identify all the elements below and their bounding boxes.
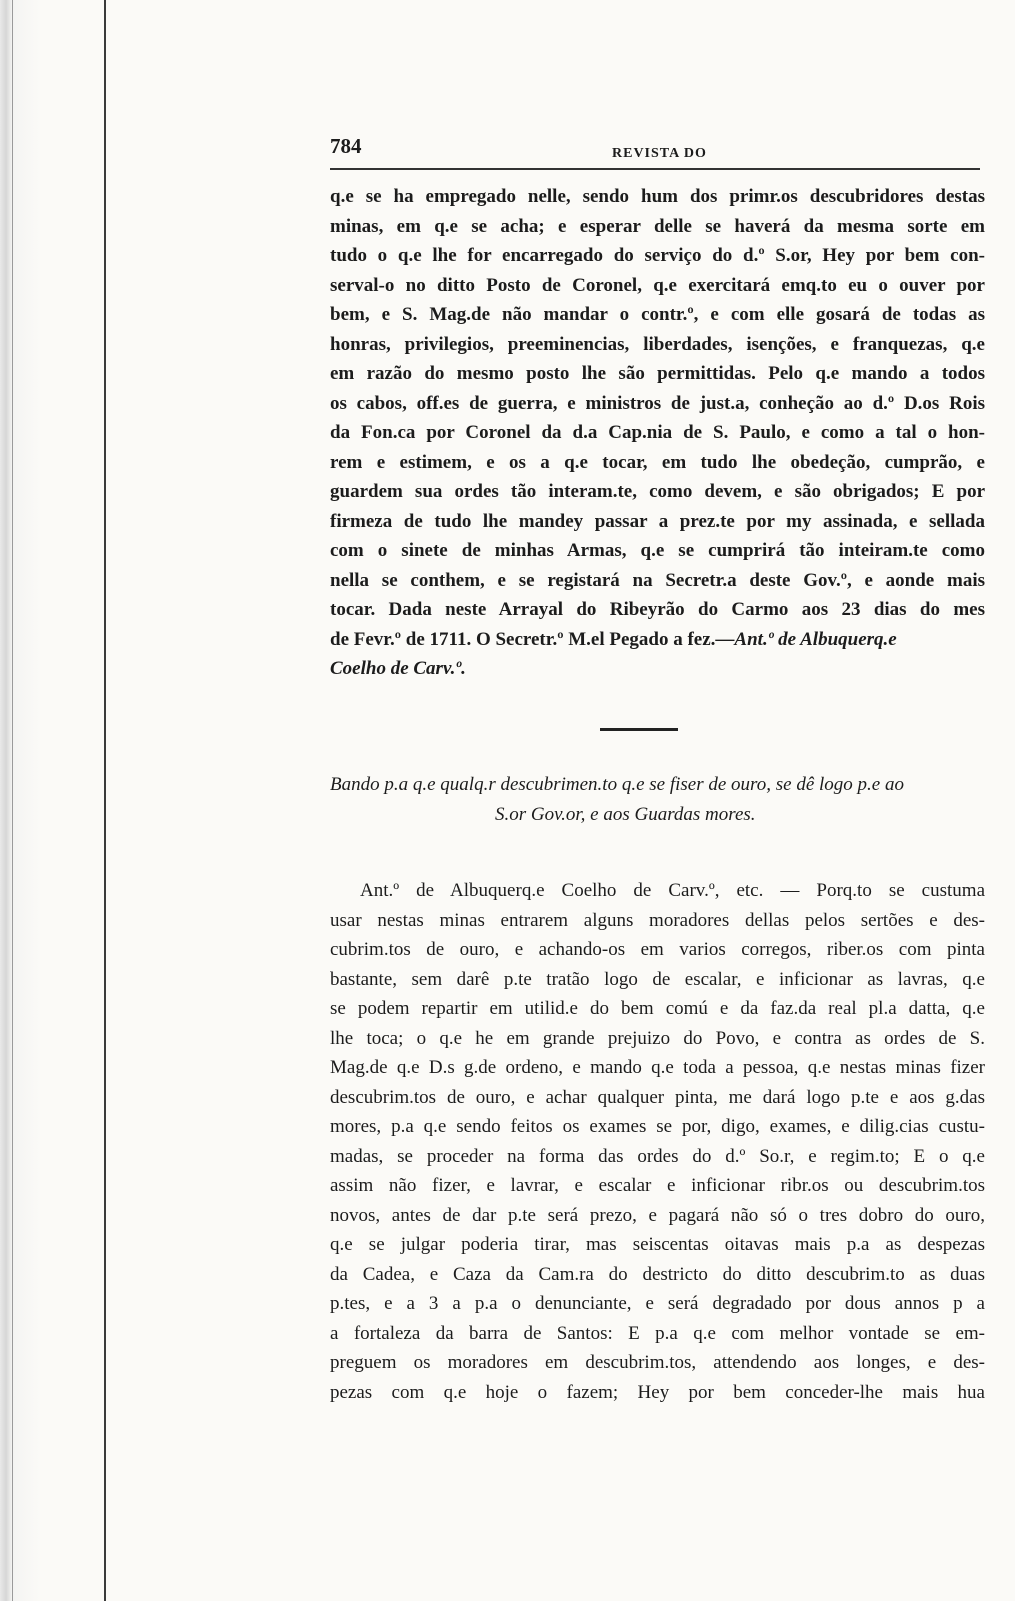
- text-line: minas, em q.e se acha; e esperar delle se haverá da mesma sorte em: [330, 215, 985, 237]
- text-line: q.e se ha empregado nelle, sendo hum dos primr.os descubridores destas: [330, 186, 985, 207]
- text-line: descubrim.tos de ouro, e achar qualquer pinta, me dará logo p.te e aos g.das: [330, 1086, 985, 1108]
- text-line: novos, antes de dar p.te será prezo, e pagará não só o tres dobro do ouro,: [330, 1204, 985, 1226]
- text-line: assim não fizer, e lavrar, e escalar e inficionar ribr.os ou descubrim.tos: [330, 1175, 985, 1196]
- text-line: da Cadea, e Caza da Cam.ra do destricto do ditto descubrim.to as duas: [330, 1263, 985, 1285]
- text-line: nella se conthem, e se registará na Secretr.a deste Gov.º, e aonde mais: [330, 569, 985, 591]
- book-binding-shadow: [0, 0, 110, 1601]
- text-line: cubrim.tos de ouro, e achando-os em varios corregos, riber.os com pinta: [330, 939, 985, 960]
- text-line: tudo o q.e lhe for encarregado do serviço do d.º S.or, Hey por bem con-: [330, 245, 985, 266]
- text-line: em razão do mesmo posto lhe são permittidas. Pelo q.e mando a todos: [330, 363, 985, 384]
- heading-line: S.or Gov.or, e aos Guardas mores.: [495, 804, 756, 825]
- page-number: 784: [330, 134, 362, 158]
- signature-line: Coelho de Carv.º.: [330, 658, 466, 679]
- paragraph-continuation: [330, 182, 985, 684]
- text-line-with-signature: [330, 625, 985, 655]
- text-line: os cabos, off.es de guerra, e ministros de just.a, conheção ao d.º D.os Rois: [330, 392, 985, 414]
- text-line: serval-o no ditto Posto de Coronel, q.e exercitará emq.to eu o ouver por: [330, 274, 985, 296]
- text-line: da Fon.ca por Coronel da d.a Cap.nia de S. Paulo, e como a tal o hon-: [330, 422, 985, 443]
- signature-name: Ant.º de Albuquerq.e: [734, 628, 897, 650]
- header-rule: [330, 168, 980, 170]
- text-line-part: de Fevr.º de 1711. O Secretr.º M.el Pegado a fez.—: [330, 628, 735, 650]
- text-line: preguem os moradores em descubrim.tos, attendendo aos longes, e des-: [330, 1352, 985, 1373]
- section-heading: [330, 770, 985, 830]
- text-line: mores, p.a q.e sendo feitos os exames se por, digo, exames, e dilig.cias custu-: [330, 1116, 985, 1137]
- text-line: tocar. Dada neste Arrayal do Ribeyrão do Carmo aos 23 dias do mes: [330, 599, 985, 620]
- heading-line: Bando p.a q.e qualq.r descubrimen.to q.e se fiser de ouro, se dê logo p.e ao: [330, 774, 904, 795]
- text-line: a fortaleza da barra de Santos: E p.a q.e com melhor vontade se em-: [330, 1322, 985, 1344]
- running-title: REVISTA DO: [612, 146, 707, 161]
- text-line: pezas com q.e hoje o fazem; Hey por bem conceder-lhe mais hua: [330, 1381, 985, 1403]
- text-line: Mag.de q.e D.s g.de ordeno, e mando q.e toda a pessoa, q.e nestas minas fizer: [330, 1057, 985, 1078]
- binding-edge: [104, 0, 106, 1601]
- text-line: lhe toca; o q.e he em grande prejuizo do Povo, e contra as ordes de S.: [330, 1027, 985, 1049]
- text-line: honras, privilegios, preeminencias, liberdades, isenções, e franquezas, q.e: [330, 333, 985, 355]
- text-line: firmeza de tudo lhe mandey passar a prez.te por my assinada, e sellada: [330, 510, 985, 532]
- section-divider: [600, 728, 678, 731]
- text-line: guardem sua ordes tão interam.te, como devem, e são obrigados; E por: [330, 481, 985, 502]
- text-line: bem, e S. Mag.de não mandar o contr.º, e com elle gosará de todas as: [330, 304, 985, 325]
- text-line: rem e estimem, e os a q.e tocar, em tudo lhe obedeção, cumprão, e: [330, 451, 985, 473]
- text-line: Ant.º de Albuquerq.e Coelho de Carv.º, etc. — Porq.to se custuma: [360, 880, 985, 901]
- text-line: madas, se proceder na forma das ordes do d.º So.r, e regim.to; E o q.e: [330, 1145, 985, 1167]
- text-line: com o sinete de minhas Armas, q.e se cumprirá tão inteiram.te como: [330, 540, 985, 561]
- text-line: usar nestas minas entrarem alguns moradores dellas pelos sertões e des-: [330, 909, 985, 931]
- text-line: bastante, sem darê p.te tratão logo de escalar, e inficionar as lavras, q.e: [330, 968, 985, 990]
- text-line: p.tes, e a 3 a p.a o denunciante, e será degradado por dous annos p a: [330, 1293, 985, 1314]
- paragraph-bando: [330, 876, 985, 1407]
- binding-edge-outer: [12, 0, 13, 1601]
- text-line: se podem repartir em utilid.e do bem comú e da faz.da real pl.a datta, q.e: [330, 998, 985, 1019]
- text-line: q.e se julgar poderia tirar, mas seiscentas oitavas mais p.a as despezas: [330, 1234, 985, 1255]
